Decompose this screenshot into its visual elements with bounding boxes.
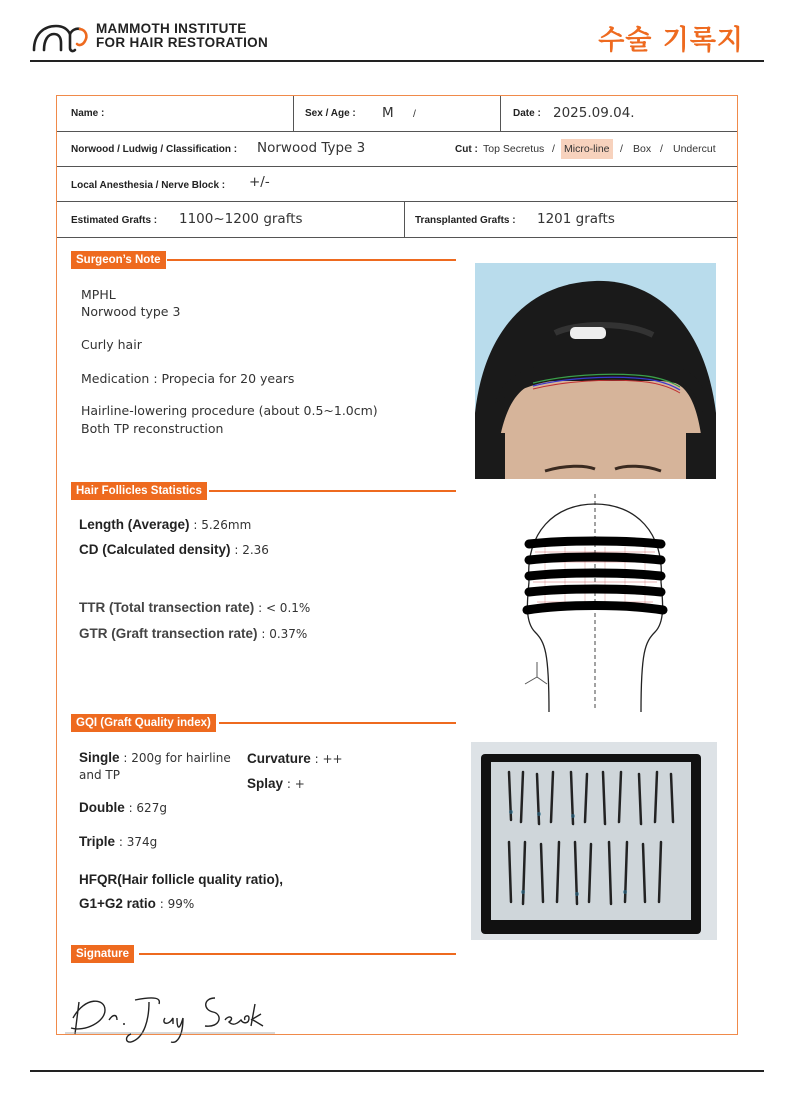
gqi-curvature xyxy=(247,751,343,766)
stat-length-label: Length (Average) xyxy=(79,517,190,532)
follicle-stats-heading: Hair Follicles Statistics xyxy=(71,482,207,500)
estimated-grafts-label: Estimated Grafts : xyxy=(71,215,158,226)
stat-cd-value: : 2.36 xyxy=(230,543,269,557)
row-name-sex-date xyxy=(57,96,737,132)
stat-ttr xyxy=(79,600,310,615)
logo-text xyxy=(96,22,268,50)
cut-separator: / xyxy=(620,143,623,155)
surgery-record-form xyxy=(56,95,738,1035)
note-line: MPHL xyxy=(81,287,116,302)
sex-age-separator: / xyxy=(413,108,416,120)
stat-gtr-value: : 0.37% xyxy=(257,627,308,641)
stat-gtr-label: GTR (Graft transection rate) xyxy=(79,626,258,641)
note-line: Curly hair xyxy=(81,337,142,352)
row-grafts xyxy=(57,201,737,238)
gqi-triple-value: : 374g xyxy=(115,835,158,849)
stat-ttr-value: : < 0.1% xyxy=(254,601,311,615)
section-rule xyxy=(219,722,456,724)
anesthesia-field[interactable]: +/- xyxy=(249,174,270,190)
gqi-ratio-value: : 99% xyxy=(155,897,195,911)
gqi-double-label: Double xyxy=(79,800,125,815)
name-label: Name : xyxy=(71,108,105,119)
cut-option-undercut[interactable]: Undercut xyxy=(673,143,716,155)
gqi-splay-value: : + xyxy=(283,777,305,791)
page-header xyxy=(30,18,764,62)
stat-gtr xyxy=(79,626,307,641)
logo-line-2: FOR HAIR RESTORATION xyxy=(96,35,269,50)
stat-length-value: : 5.26mm xyxy=(189,518,252,532)
row-anesthesia xyxy=(57,166,737,202)
classification-field[interactable]: Norwood Type 3 xyxy=(257,140,366,156)
footer-rule xyxy=(30,1070,764,1072)
gqi-splay xyxy=(247,776,305,791)
gqi-single xyxy=(79,750,231,765)
gqi-double xyxy=(79,800,167,815)
signature-area xyxy=(65,988,275,1048)
gqi-curvature-label: Curvature xyxy=(247,751,311,766)
stat-ttr-label: TTR (Total transection rate) xyxy=(79,600,255,615)
graft-monitor-photo xyxy=(471,742,717,940)
gqi-curvature-value: : ++ xyxy=(310,752,343,766)
gqi-hfqr-label: HFQR(Hair follicle quality ratio), xyxy=(79,872,284,887)
note-line: Medication : Propecia for 20 years xyxy=(81,371,295,386)
gqi-splay-label: Splay xyxy=(247,776,284,791)
sex-age-label: Sex / Age : xyxy=(305,108,356,119)
stat-cd xyxy=(79,542,269,557)
estimated-grafts-field[interactable]: 1100~1200 grafts xyxy=(179,211,303,227)
gqi-triple-label: Triple xyxy=(79,834,116,849)
note-line: Hairline-lowering procedure (about 0.5~1.0cm) xyxy=(81,403,378,418)
cut-option-micro-line-selected[interactable]: Micro-line xyxy=(561,139,613,159)
gqi-single-cont: and TP xyxy=(79,768,120,782)
section-rule xyxy=(139,953,456,955)
divider xyxy=(404,201,405,237)
gqi-ratio-label: G1+G2 ratio xyxy=(79,896,156,911)
cut-option-top-secretus[interactable]: Top Secretus xyxy=(483,143,545,155)
cut-separator: / xyxy=(660,143,663,155)
cut-separator: / xyxy=(552,143,555,155)
hairline-photo xyxy=(475,263,716,479)
gqi-hfqr xyxy=(79,872,283,887)
row-classification-cut xyxy=(57,131,737,167)
section-rule xyxy=(209,490,456,492)
cut-label: Cut : xyxy=(455,144,478,155)
sex-field[interactable]: M xyxy=(382,105,394,121)
gqi-single-value: : 200g for hairline xyxy=(119,751,231,765)
mammoth-logo-icon xyxy=(30,20,92,54)
cut-option-box[interactable]: Box xyxy=(633,143,652,155)
date-field[interactable]: 2025.09.04. xyxy=(553,105,635,121)
gqi-single-label: Single xyxy=(79,750,120,765)
note-line: Norwood type 3 xyxy=(81,304,181,319)
section-rule xyxy=(167,259,456,261)
donor-area-diagram xyxy=(505,492,685,712)
classification-label: Norwood / Ludwig / Classification : xyxy=(71,144,238,155)
divider xyxy=(293,96,294,131)
document-title: 수술 기록지 xyxy=(598,25,744,56)
signature-heading: Signature xyxy=(71,945,134,963)
gqi-double-value: : 627g xyxy=(124,801,167,815)
surgeon-note-heading: Surgeon’s Note xyxy=(71,251,166,269)
logo-line-1: MAMMOTH INSTITUTE xyxy=(96,21,247,36)
date-label: Date : xyxy=(513,108,541,119)
transplanted-grafts-field[interactable]: 1201 grafts xyxy=(537,211,615,227)
transplanted-grafts-label: Transplanted Grafts : xyxy=(415,215,516,226)
stat-cd-label: CD (Calculated density) xyxy=(79,542,231,557)
divider xyxy=(500,96,501,131)
note-line: Both TP reconstruction xyxy=(81,421,224,436)
signature-handwriting xyxy=(65,988,275,1048)
anesthesia-label: Local Anesthesia / Nerve Block : xyxy=(71,180,226,191)
stat-length xyxy=(79,517,251,532)
gqi-triple xyxy=(79,834,157,849)
gqi-heading: GQI (Graft Quality index) xyxy=(71,714,216,732)
gqi-ratio xyxy=(79,896,194,911)
